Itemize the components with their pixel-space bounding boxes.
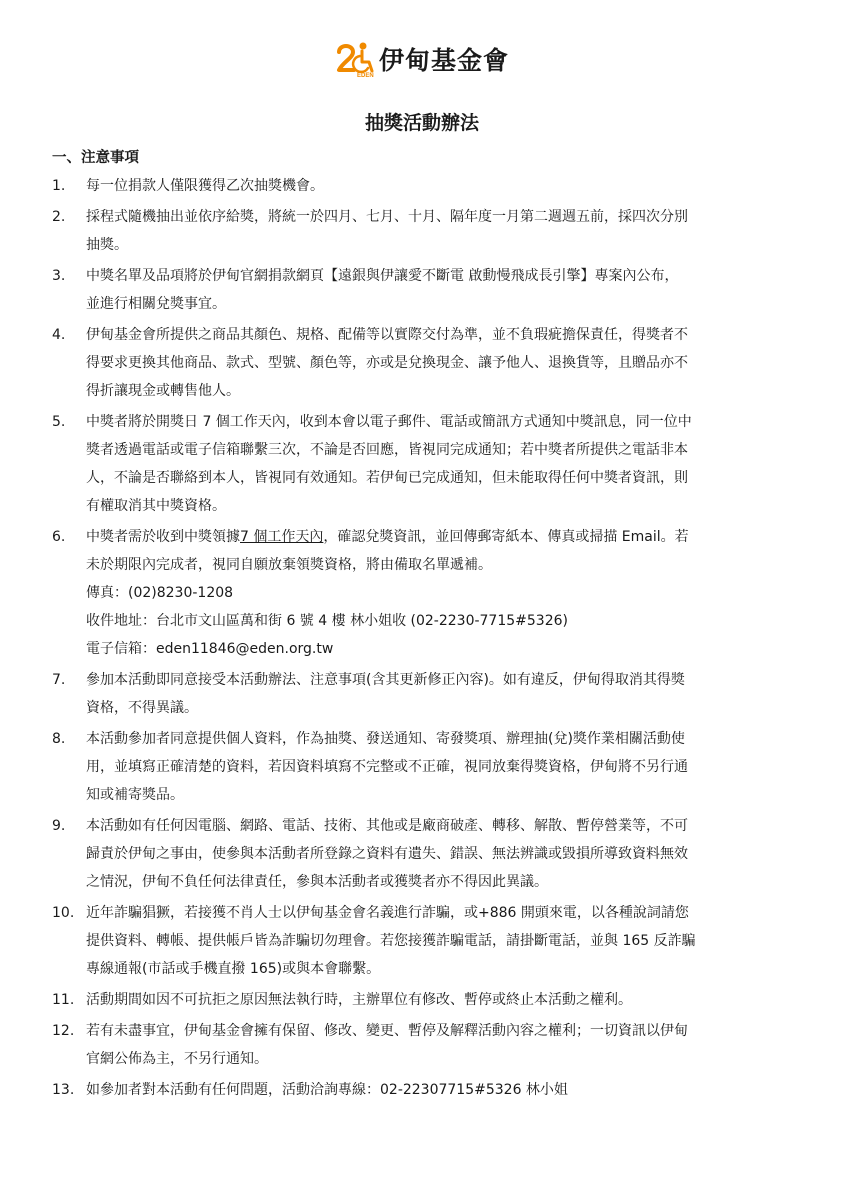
list-item: 3. 中獎名單及品項將於伊甸官網捐款網頁【遠銀與伊讓愛不斷電 啟動慢飛成長引擎】專案內公布， 並進行相關兌獎事宜。 <box>52 268 679 312</box>
list-item: 11. 活動期間如因不可抗拒之原因無法執行時，主辦單位有修改、暫停或終止本活動之權利。 <box>52 992 632 1008</box>
fax-number: 傳真：(02)8230-1208 <box>86 585 234 601</box>
mailing-address: 收件地址：台北市文山區萬和街 6 號 4 樓 林小姐收 (02-2230-7715#5326) <box>86 613 568 629</box>
eden-logo-icon <box>335 40 375 78</box>
contact-email: 電子信箱：eden11846@eden.org.tw <box>86 641 334 657</box>
list-item: 2. 採程式隨機抽出並依序給獎，將統一於四月、七月、十月、隔年度一月第二週週五前，採四次分別 抽獎。 <box>52 209 688 253</box>
logo <box>0 40 844 78</box>
page-title: 抽獎活動辦法 <box>364 112 479 134</box>
list-item: 7. 參加本活動即同意接受本活動辦法、注意事項(含其更新修正內容)。如有違反，伊甸得取消其得獎 資格，不得異議。 <box>52 672 685 716</box>
list-item: 5. 中獎者將於開獎日 7 個工作天內，收到本會以電子郵件、電話或簡訊方式通知中獎訊息，同一位中 獎者透過電話或電子信箱聯繫三次，不論是否回應，皆視同完成通知；若中獎者所提供之電話非本 人，不論是否聯絡到本人，皆視同有效通知。若伊甸已完成通知，但未能取得任何中獎者資訊，則 有權取消其中獎資格。 <box>52 414 692 514</box>
list-item: 8. 本活動參加者同意提供個人資料，作為抽獎、發送通知、寄發獎項、辦理抽(兌)獎作業相關活動使 用，並填寫正確清楚的資料，若因資料填寫不完整或不正確，視同放棄得獎資格，伊甸將不另行通 知或補寄獎品。 <box>52 731 688 803</box>
list-item: 12. 若有未盡事宜，伊甸基金會擁有保留、修改、變更、暫停及解釋活動內容之權利；一切資訊以伊甸 官網公佈為主，不另行通知。 <box>52 1023 688 1067</box>
svg-text:EDEN: EDEN <box>356 73 374 78</box>
list-item: 4. 伊甸基金會所提供之商品其顏色、規格、配備等以實際交付為準，並不負瑕疵擔保責任，得獎者不 得要求更換其他商品、款式、型號、顏色等，亦或是兌換現金、讓予他人、退換貨等，且贈品亦不 得折讓現金或轉售他人。 <box>52 327 688 399</box>
list-item: 13. 如參加者對本活動有任何問題，活動洽詢專線：02-22307715#5326 林小姐 <box>52 1082 568 1098</box>
list-item: 6. 中獎者需於收到中獎領據7 個工作天內，確認兌獎資訊，並回傳郵寄紙本、傳真或掃描 Email。若 未於期限內完成者，視同自願放棄領獎資格，將由備取名單遞補。 傳真：(02)8230-1208 收件地址：台北市文山區萬和街 6 號 4 樓 林小姐收 (02-2230-7715#5326) 電子信箱：eden11846@eden.org.tw <box>52 523 792 663</box>
list-item: 1. 每一位捐款人僅限獲得乙次抽獎機會。 <box>52 178 324 194</box>
list-item: 10. 近年詐騙猖獗，若接獲不肖人士以伊甸基金會名義進行詐騙，或+886 開頭來電，以各種說詞請您 提供資料、轉帳、提供帳戶皆為詐騙切勿理會。若您接獲詐騙電話，請掛斷電話，並與 165 反詐騙 專線通報(市話或手機直撥 165)或與本會聯繫。 <box>52 905 696 977</box>
logo-text: 伊甸基金會 <box>378 46 509 75</box>
list-item: 9. 本活動如有任何因電腦、網路、電話、技術、其他或是廠商破產、轉移、解散、暫停營業等，不可 歸責於伊甸之事由，使參與本活動者所登錄之資料有遺失、錯誤、無法辨識或毀損所導致資料無效 之情況，伊甸不負任何法律責任，參與本活動者或獲獎者亦不得因此異議。 <box>52 818 688 890</box>
notice-list <box>52 172 792 1107</box>
section-heading: 一、注意事項 <box>52 150 139 166</box>
